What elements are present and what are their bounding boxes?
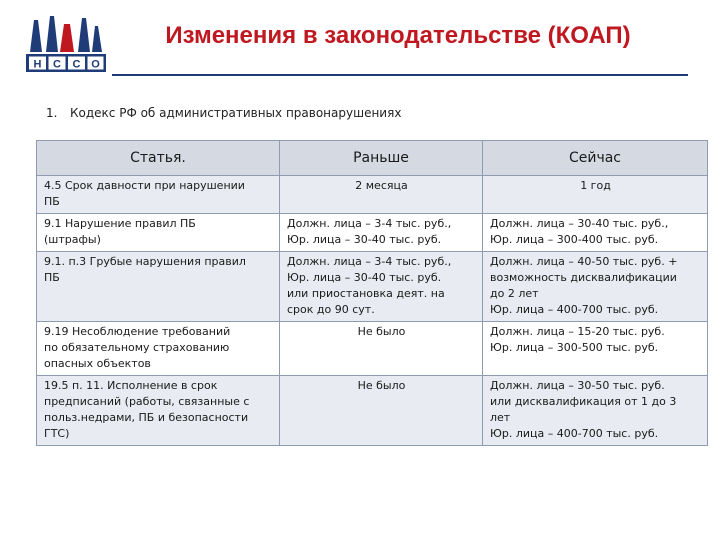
title-divider — [112, 74, 688, 76]
section-heading — [46, 106, 401, 120]
cell-text-line: возможность дисквалификации — [490, 271, 677, 284]
cell-text-line: Юр. лица – 30-40 тыс. руб. — [287, 233, 442, 246]
cell-article — [37, 322, 280, 376]
cell-now — [483, 322, 708, 376]
logo-tower-mid-left — [46, 16, 58, 52]
cell-text-line: опасных объектов — [44, 357, 151, 370]
cell-text-line: Должн. лица – 15-20 тыс. руб. — [490, 325, 665, 338]
section-number: 1. — [46, 106, 58, 120]
koap-changes-table — [36, 140, 708, 446]
cell-article — [37, 214, 280, 252]
page-title: Изменения в законодательстве (КОАП) — [165, 22, 631, 49]
cell-now — [483, 176, 708, 214]
cell-article — [37, 376, 280, 446]
cell-text-line: 1 год — [580, 179, 611, 192]
cell-text-line: до 2 лет — [490, 287, 539, 300]
cell-article — [37, 176, 280, 214]
cell-text-line: 19.5 п. 11. Исполнение в срок — [44, 379, 218, 392]
cell-text-line: Юр. лица – 300-500 тыс. руб. — [490, 341, 659, 354]
cell-text-line: 4.5 Срок давности при нарушении — [44, 179, 245, 192]
cell-text-line: ГТС) — [44, 427, 70, 440]
cell-text-line: Юр. лица – 400-700 тыс. руб. — [490, 303, 659, 316]
cell-now — [483, 376, 708, 446]
cell-text-line: 9.1. п.3 Грубые нарушения правил — [44, 255, 246, 268]
cell-text-line: Должн. лица – 40-50 тыс. руб. + — [490, 255, 678, 268]
table-row — [37, 214, 708, 252]
cell-text-line: польз.недрами, ПБ и безопасности — [44, 411, 249, 424]
logo-letter-1: Н — [33, 58, 42, 71]
cell-text-line: лет — [490, 411, 511, 424]
column-header-article: Статья. — [37, 141, 280, 176]
cell-text-line: срок до 90 сут. — [287, 303, 375, 316]
cell-before — [280, 322, 483, 376]
logo-letter-4: О — [91, 58, 100, 71]
cell-before — [280, 176, 483, 214]
cell-text-line: Юр. лица – 30-40 тыс. руб. — [287, 271, 442, 284]
cell-before — [280, 214, 483, 252]
table-row — [37, 176, 708, 214]
cell-now — [483, 214, 708, 252]
logo-tower-right — [78, 18, 90, 52]
cell-before — [280, 252, 483, 322]
section-title: Кодекс РФ об административных правонарушениях — [70, 106, 402, 120]
cell-text-line: 9.1 Нарушение правил ПБ — [44, 217, 196, 230]
cell-text-line: предписаний (работы, связанные с — [44, 395, 250, 408]
cell-text-line: Должн. лица – 3-4 тыс. руб., — [287, 217, 452, 230]
logo-tower-far-right — [92, 26, 102, 52]
cell-text-line: Не было — [357, 325, 406, 338]
cell-text-line: ПБ — [44, 195, 60, 208]
cell-article — [37, 252, 280, 322]
cell-text-line: или дисквалификация от 1 до 3 — [490, 395, 677, 408]
cell-text-line: ПБ — [44, 271, 60, 284]
table-row — [37, 376, 708, 446]
cell-before — [280, 376, 483, 446]
cell-text-line: по обязательному страхованию — [44, 341, 230, 354]
cell-text-line: Должн. лица – 3-4 тыс. руб., — [287, 255, 452, 268]
cell-text-line: Юр. лица – 300-400 тыс. руб. — [490, 233, 659, 246]
cell-text-line: Не было — [357, 379, 406, 392]
cell-text-line: Должн. лица – 30-50 тыс. руб. — [490, 379, 665, 392]
cell-text-line: 9.19 Несоблюдение требований — [44, 325, 231, 338]
logo-tower-left — [30, 20, 42, 52]
logo-letter-3: С — [72, 58, 81, 71]
cell-text-line: Юр. лица – 400-700 тыс. руб. — [490, 427, 659, 440]
column-header-now: Сейчас — [483, 141, 708, 176]
table-header-row — [37, 141, 708, 176]
table-row — [37, 322, 708, 376]
cell-now — [483, 252, 708, 322]
table-row — [37, 252, 708, 322]
logo-letter-2: С — [53, 58, 61, 71]
cell-text-line: 2 месяца — [355, 179, 408, 192]
cell-text-line: Должн. лица – 30-40 тыс. руб., — [490, 217, 669, 230]
cell-text-line: (штрафы) — [44, 233, 101, 246]
column-header-before: Раньше — [280, 141, 483, 176]
cell-text-line: или приостановка деят. на — [287, 287, 445, 300]
logo-tower-red — [60, 24, 74, 52]
ncso-logo — [24, 12, 108, 76]
